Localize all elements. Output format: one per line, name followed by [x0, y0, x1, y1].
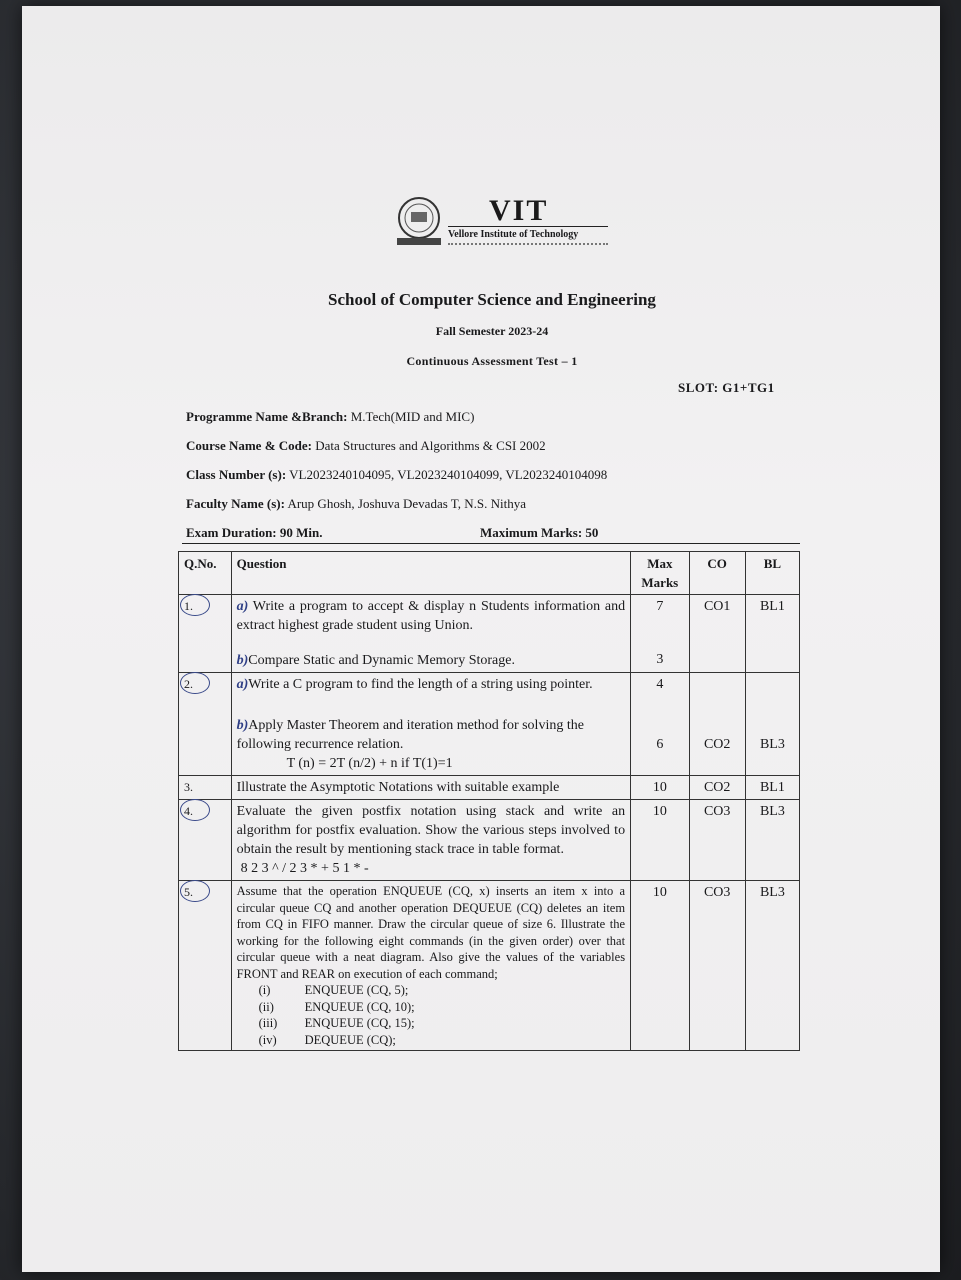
- q1b-text: Compare Static and Dynamic Memory Storage.: [248, 653, 515, 668]
- ink-circle: [180, 880, 210, 902]
- q4-number-text: 4.: [184, 804, 193, 818]
- class-label: Class Number (s):: [186, 467, 287, 482]
- logo-subtitle: Vellore Institute of Technology: [448, 229, 579, 240]
- header-question: Question: [231, 552, 630, 595]
- q2a-marks: 4: [656, 677, 664, 692]
- q2a-text: Write a C program to find the length of a string using pointer.: [248, 677, 593, 692]
- q4-number: [184, 802, 193, 821]
- q3-text: Illustrate the Asymptotic Notations with suitable example: [231, 776, 630, 800]
- q5-command: [237, 1015, 625, 1032]
- q5-command-index: (ii): [258, 999, 274, 1014]
- programme-label: Programme Name &Branch:: [186, 409, 348, 424]
- header-co: CO: [689, 552, 745, 595]
- q5-command-index: (i): [258, 983, 271, 997]
- q2-bl: BL3: [759, 737, 785, 752]
- q1a-text: Write a program to accept & display n Students information and extract highest grade student using Union.: [236, 599, 626, 633]
- q2-question: [231, 673, 630, 776]
- q5-number: [184, 883, 193, 902]
- q5-marks: 10: [631, 881, 690, 1051]
- class-value: VL2023240104095, VL2023240104099, VL2023240104098: [289, 467, 608, 482]
- q1b-tag: b): [236, 653, 249, 668]
- q1b-marks: 3: [656, 652, 664, 667]
- q4-bl: BL3: [745, 800, 799, 881]
- q4-expression: 8 2 3 ^ / 2 3 * + 5 1 * -: [240, 861, 369, 876]
- faculty-value: Arup Ghosh, Joshuva Devadas T, N.S. Nithya: [287, 496, 527, 511]
- q1a: [237, 597, 625, 635]
- spacer: [237, 635, 625, 651]
- q5-command-text: DEQUEUE (CQ);: [304, 1032, 396, 1047]
- ink-circle: [180, 799, 210, 821]
- spacer: [237, 694, 625, 716]
- q1-marks: [631, 595, 690, 673]
- programme-value: M.Tech(MID and MIC): [350, 409, 475, 424]
- class-row: [186, 467, 607, 483]
- q2-number: [184, 675, 193, 694]
- course-row: [186, 438, 546, 454]
- q5-command-list: [237, 982, 625, 1048]
- q1a-marks: 7: [656, 599, 664, 614]
- table-row-q2: [179, 673, 800, 776]
- spacer: [751, 675, 794, 735]
- q5-command: [237, 1032, 625, 1049]
- logo-rule: [448, 226, 608, 227]
- header-qno: Q.No.: [179, 552, 232, 595]
- question-table: [178, 551, 800, 1051]
- exam-duration: Exam Duration: 90 Min.: [186, 525, 323, 540]
- q4-text: Evaluate the given postfix notation using stack and write an algorithm for postfix evaluation. Show the various steps involved to obtain the result by mentioning stack trace in table format.: [236, 804, 626, 857]
- header-marks: Max Marks: [631, 552, 690, 595]
- q1-number-text: 1.: [184, 599, 193, 613]
- programme-row: [186, 409, 474, 425]
- q2-number-text: 2.: [184, 677, 193, 691]
- q5-command-text: ENQUEUE (CQ, 5);: [304, 983, 409, 997]
- q2a-tag: a): [236, 677, 249, 692]
- q1a-tag: a): [236, 599, 249, 614]
- q2-marks: [631, 673, 690, 776]
- faculty-label: Faculty Name (s):: [186, 496, 285, 511]
- q1-co: CO1: [689, 595, 745, 673]
- spacer: [695, 675, 740, 735]
- q5-command: [237, 999, 625, 1016]
- faculty-row: [186, 496, 526, 512]
- test-name: Continuous Assessment Test – 1: [406, 354, 578, 368]
- semester: Fall Semester 2023-24: [435, 324, 549, 338]
- table-row-q5: [179, 881, 800, 1051]
- q2-number-cell: [179, 673, 232, 776]
- school-title: School of Computer Science and Engineering: [328, 290, 656, 309]
- q1-number: [184, 597, 193, 616]
- logo-wordmark: VIT: [489, 194, 549, 227]
- ink-circle: [180, 672, 210, 694]
- q3-marks: 10: [631, 776, 690, 800]
- header-rule: [182, 543, 800, 544]
- q2-co: CO2: [703, 737, 731, 752]
- header-bl: BL: [745, 552, 799, 595]
- q5-command-text: ENQUEUE (CQ, 15);: [304, 1016, 415, 1030]
- q5-number-text: 5.: [184, 885, 193, 899]
- q5-bl: BL3: [745, 881, 799, 1051]
- q5-command-index: (iii): [258, 1016, 278, 1030]
- table-row-q3: [179, 776, 800, 800]
- table-header-row: [179, 552, 800, 595]
- course-label: Course Name & Code:: [186, 438, 313, 453]
- q4-marks: 10: [631, 800, 690, 881]
- q5-question: [231, 881, 630, 1051]
- q5-command-text: ENQUEUE (CQ, 10);: [304, 999, 415, 1014]
- q5-co: CO3: [689, 881, 745, 1051]
- q3-number: 3.: [179, 776, 232, 800]
- q3-bl: BL1: [745, 776, 799, 800]
- q2b-marks: 6: [656, 737, 664, 752]
- q1-question: [231, 595, 630, 673]
- q2a: [237, 675, 625, 694]
- q4-number-cell: [179, 800, 232, 881]
- q4-question: [231, 800, 630, 881]
- logo-fine-print: [448, 243, 608, 245]
- q5-command-index: (iv): [258, 1032, 277, 1047]
- ink-circle: [180, 594, 210, 616]
- q2b: [237, 716, 625, 754]
- q2-co-cell: [689, 673, 745, 776]
- q1-bl: BL1: [745, 595, 799, 673]
- vit-logo: [394, 196, 614, 252]
- table-row-q1: [179, 595, 800, 673]
- spacer: [636, 694, 684, 735]
- course-value: Data Structures and Algorithms & CSI 2002: [315, 438, 546, 453]
- slot: SLOT: G1+TG1: [678, 380, 775, 395]
- q1-number-cell: [179, 595, 232, 673]
- q5-text: Assume that the operation ENQUEUE (CQ, x) inserts an item x into a circular queue CQ and another operation DEQUEUE (CQ) deletes an item from CQ in FIFO manner. Draw the circular queue of size 6. Illustrate the working for the following eight commands (in the given order) over that circular queue with a neat diagram. Also give the values of the variables FRONT and REAR on execution of each command;: [236, 884, 626, 981]
- q1b: [237, 651, 625, 670]
- table-row-q4: [179, 800, 800, 881]
- q5-command: [237, 982, 625, 999]
- spacer: [636, 616, 684, 650]
- q2b-text: Apply Master Theorem and iteration method for solving the following recurrence relation.: [236, 718, 584, 752]
- exam-paper: [22, 6, 940, 1272]
- q4-co: CO3: [689, 800, 745, 881]
- q2-bl-cell: [745, 673, 799, 776]
- q5-number-cell: [179, 881, 232, 1051]
- vit-emblem-icon: [394, 196, 444, 248]
- q2b-tag: b): [236, 718, 249, 733]
- q3-co: CO2: [689, 776, 745, 800]
- maximum-marks: Maximum Marks: 50: [480, 525, 599, 540]
- q2b-formula: T (n) = 2T (n/2) + n if T(1)=1: [286, 756, 453, 771]
